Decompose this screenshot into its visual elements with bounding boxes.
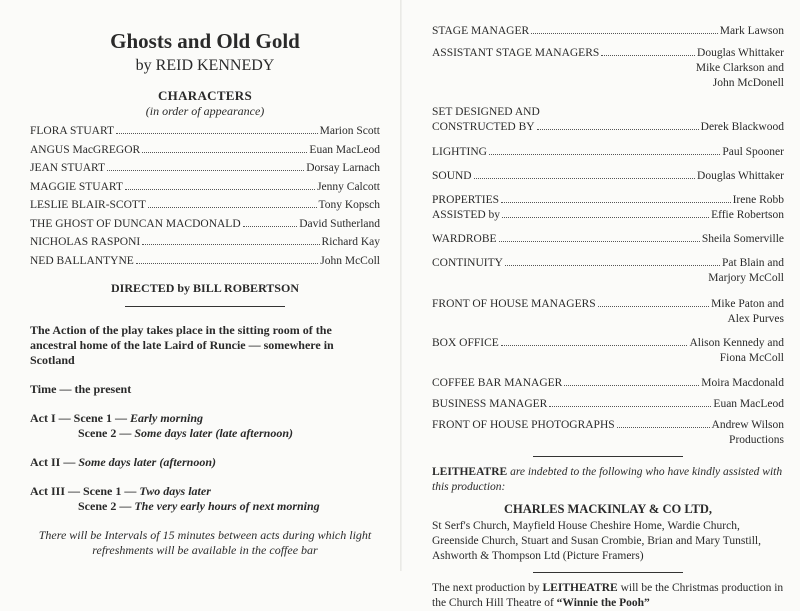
company-name: LEITHEATRE (432, 466, 508, 478)
act-one-scene-two-prefix: Scene 2 — (78, 426, 135, 440)
dot-leader (601, 55, 695, 56)
dot-leader (505, 265, 720, 266)
cast-actor: Jenny Calcott (317, 180, 380, 193)
act-three-scene-two-prefix: Scene 2 — (78, 499, 135, 513)
directed-by: DIRECTED by BILL ROBERTSON (111, 281, 299, 295)
credit-role-line (432, 105, 784, 120)
act-one-scene-one-desc: Early morning (129, 411, 204, 425)
credit-row (432, 193, 784, 208)
intervals-note: There will be Intervals of 15 minutes between acts during which light refreshments will be available in the coffee bar (38, 528, 372, 557)
act-one-scene-one (30, 411, 380, 426)
credit-name-cont: Mike Clarkson and (695, 62, 784, 74)
act-one-scene-two (30, 426, 380, 441)
act-one (30, 411, 380, 441)
dot-leader (549, 406, 711, 407)
credit-row (432, 297, 784, 312)
action-setting: The Action of the play takes place in the sitting room of the ancestral home of the late Laird of Runcie — somewhere in Scotland (30, 323, 334, 367)
credit-name: Andrew Wilson (711, 419, 784, 431)
cast-actor: Dorsay Larnach (306, 162, 380, 174)
act-two-line (30, 455, 380, 470)
credit-name: Douglas Whittaker (697, 170, 784, 182)
credit-name: Pat Blain and (722, 257, 784, 269)
dot-leader (564, 385, 699, 386)
credit-role: CONTINUITY (432, 257, 503, 269)
cast-actor: Tony Kopsch (318, 199, 380, 211)
characters-heading: CHARACTERS (157, 88, 252, 103)
cast-actor: Richard Kay (321, 236, 380, 248)
credit-row (432, 336, 784, 351)
dot-leader (501, 202, 731, 203)
credit-name-cont: Alex Purves (727, 313, 784, 325)
credit-name: Alison Kennedy and (689, 337, 784, 349)
credit-name: Mike Paton and (711, 298, 784, 310)
credit-name-cont: Marjory McColl (708, 272, 784, 284)
credit-name: Douglas Whittaker (697, 47, 784, 59)
credit-row (432, 24, 784, 39)
right-page (402, 0, 800, 609)
divider (533, 456, 683, 457)
dot-leader (136, 263, 318, 264)
next-production-company: LEITHEATRE (542, 582, 618, 594)
dot-leader (107, 170, 304, 171)
sponsor-name: CHARLES MACKINLAY & CO LTD, (503, 502, 713, 516)
dot-leader (531, 33, 718, 34)
next-production-pre: The next production by (432, 582, 543, 594)
cast-role: NED BALLANTYNE (30, 254, 134, 267)
cast-row (30, 141, 380, 160)
credit-role: SET DESIGNED AND (432, 106, 540, 118)
credit-name: Irene Robb (732, 194, 784, 206)
cast-row (30, 196, 380, 215)
cast-role: JEAN STUART (30, 162, 106, 174)
cast-role: ANGUS MacGREGOR (30, 143, 141, 156)
credit-name-cont: John McDonell (712, 77, 784, 89)
credit-row (432, 145, 784, 160)
credit-name: Derek Blackwood (700, 121, 784, 133)
cast-role: LESLIE BLAIR-SCOTT (30, 199, 146, 211)
cast-role: MAGGIE STUART (30, 180, 123, 193)
cast-actor: Euan MacLeod (309, 143, 380, 156)
cast-row (30, 252, 380, 271)
credit-name: Euan MacLeod (713, 398, 784, 410)
cast-row (30, 159, 380, 178)
cast-role: FLORA STUART (30, 125, 114, 137)
credit-role: CONSTRUCTED BY (432, 121, 535, 133)
credit-row (432, 46, 784, 61)
dot-leader (142, 152, 307, 153)
credit-row (432, 256, 784, 271)
next-production-title: “Winnie the Pooh” (556, 597, 650, 609)
act-two-prefix: Act II — (30, 455, 79, 469)
credit-name-cont: Fiona McColl (719, 352, 784, 364)
cast-role: NICHOLAS RASPONI (30, 236, 141, 248)
credit-row (432, 232, 784, 247)
dot-leader (537, 129, 699, 130)
time-setting: Time — the present (30, 382, 132, 396)
act-three-scene-one (30, 484, 380, 499)
act-three (30, 484, 380, 514)
credit-role: LIGHTING (432, 146, 487, 158)
dot-leader (125, 189, 315, 190)
credit-row (432, 397, 784, 412)
dot-leader (598, 306, 709, 307)
credit-role: ASSISTED by (432, 209, 501, 221)
credit-role: BOX OFFICE (432, 337, 499, 349)
acknowledgement-text: are indebted to the following who have kindly assisted with this production: (432, 466, 783, 493)
next-production-mid: will be the Christmas production in the Church Hill Theatre of (432, 582, 784, 609)
dot-leader (499, 241, 700, 242)
acknowledgement (432, 465, 784, 495)
credit-role: WARDROBE (432, 233, 497, 245)
act-one-prefix: Act I — Scene 1 — (30, 411, 130, 425)
credit-role: STAGE MANAGER (432, 25, 530, 37)
act-two-desc: Some days later (afternoon) (78, 455, 216, 469)
act-one-scene-two-desc: Some days later (late afternoon) (134, 426, 293, 440)
left-page (0, 0, 400, 571)
dot-leader (116, 133, 318, 134)
credit-name: Sheila Somerville (701, 233, 784, 245)
credit-row (432, 169, 784, 184)
credit-row (432, 208, 784, 223)
credit-name: Paul Spooner (722, 146, 784, 158)
credit-row (432, 376, 784, 391)
credit-row (432, 120, 784, 135)
divider (125, 306, 285, 307)
cast-row (30, 233, 380, 252)
credit-role: SOUND (432, 170, 472, 182)
cast-row (30, 215, 380, 234)
divider (533, 572, 683, 573)
dot-leader (489, 154, 720, 155)
act-three-scene-two (30, 499, 380, 514)
credit-name: Moira Macdonald (701, 377, 784, 389)
act-three-scene-two-desc: The very early hours of next morning (134, 499, 320, 513)
credit-name-cont: Productions (729, 434, 784, 446)
cast-row (30, 178, 380, 197)
credit-name: Mark Lawson (719, 25, 784, 37)
act-three-prefix: Act III — Scene 1 — (30, 484, 140, 498)
cast-actor: David Sutherland (299, 217, 380, 230)
dot-leader (148, 207, 317, 208)
cast-actor: Marion Scott (319, 125, 380, 137)
dot-leader (501, 345, 688, 346)
credit-role: FRONT OF HOUSE PHOTOGRAPHS (432, 419, 615, 431)
play-title: Ghosts and Old Gold (110, 29, 300, 53)
dot-leader (502, 217, 709, 218)
act-three-scene-one-desc: Two days later (139, 484, 211, 498)
cast-list (30, 122, 380, 270)
dot-leader (617, 427, 710, 428)
act-two (30, 455, 380, 470)
cast-actor: John McColl (320, 254, 380, 267)
characters-subheading: (in order of appearance) (145, 104, 265, 118)
cast-role: THE GHOST OF DUNCAN MACDONALD (30, 217, 241, 230)
next-production (432, 581, 784, 611)
credit-role: BUSINESS MANAGER (432, 398, 548, 410)
helpers-list: St Serf's Church, Mayfield House Cheshire Home, Wardie Church, Greenside Church, Stuart and Susan Crombie, Brian and Mary Tunstill, Ashworth & Thompson Ltd (Picture Framers) (432, 520, 761, 562)
credit-role: FRONT OF HOUSE MANAGERS (432, 298, 596, 310)
credit-role: COFFEE BAR MANAGER (432, 377, 563, 389)
credit-role: ASSISTANT STAGE MANAGERS (432, 47, 600, 59)
dot-leader (142, 244, 319, 245)
play-author: by REID KENNEDY (135, 57, 275, 74)
credit-role: PROPERTIES (432, 194, 500, 206)
credit-name: Effie Robertson (711, 209, 784, 221)
dot-leader (243, 226, 298, 227)
dot-leader (474, 178, 695, 179)
cast-row (30, 122, 380, 141)
credit-row (432, 418, 784, 433)
